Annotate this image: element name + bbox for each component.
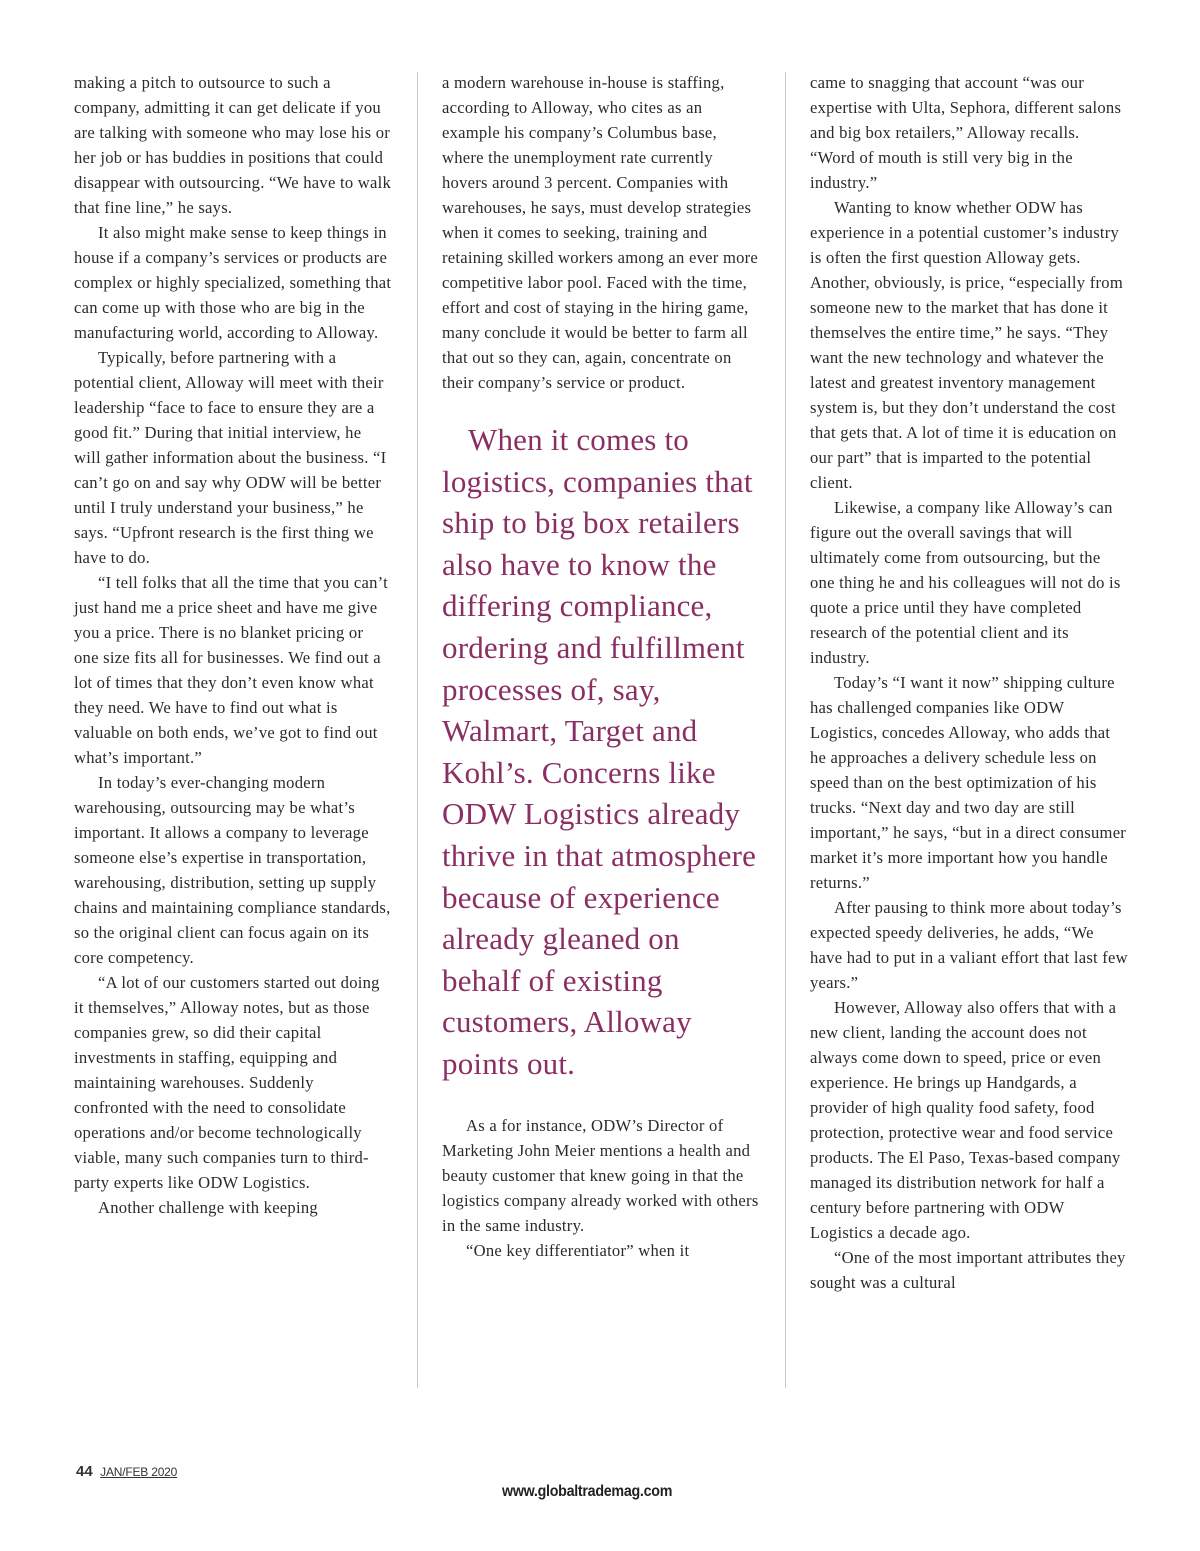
pull-quote [442,419,760,1085]
column-divider-right [785,72,786,1388]
page-folio [76,1463,177,1481]
column-divider-left [417,72,418,1388]
page-number: 44 [76,1463,93,1480]
pull-quote-body: logistics, companies that ship to big box retailers also have to know the differing compliance, ordering and fulfillment processes of, say, Walmart, Target and Kohl’s. Concerns like ODW Logistics already thrive in that atmosphere because of experience already gleaned on behalf of existing customers, Alloway points out. [442,463,757,1081]
issue-date: JAN/FEB 2020 [100,1465,178,1479]
paragraph: “A lot of our customers started out doing it themselves,” Alloway notes, but as those companies grew, so did their capital investments in staffing, equipping and maintaining warehouses. Suddenly confronted with the need to consolidate operations and/or become technologically viable, many such companies turn to third-party experts like ODW Logistics. [74,973,380,1192]
paragraph: making a pitch to outsource to such a company, admitting it can get delicate if you are talking with someone who may lose his or her job or has buddies in positions that could disappear with outsourcing. “We have to walk that fine line,” he says. [74,73,392,217]
article-column-3 [810,70,1128,1295]
article-column-2 [442,70,760,1263]
article-column-1 [74,70,392,1220]
paragraph: As a for instance, ODW’s Director of Marketing John Meier mentions a health and beauty customer that knew going in that the logistics company already worked with others in the same industry. [442,1115,759,1235]
paragraph: Typically, before partnering with a potential client, Alloway will meet with their leadership “face to face to ensure they are a good fit.” During that initial interview, he will gather information about the business. “I can’t go on and say why ODW will be better until I truly understand your business,” he says. “Upfront research is the first thing we have to do. [74,348,387,567]
paragraph: In today’s ever-changing modern warehousing, outsourcing may be what’s important. It allows a company to leverage someone else’s expertise in transportation, warehousing, distribution, setting up supply chains and maintaining compliance standards, so the original client can focus again on its core competency. [74,773,391,967]
paragraph: Likewise, a company like Alloway’s can figure out the overall savings that will ultimately come from outsourcing, but the one thing he and his colleagues will not do is quote a price until they have completed research of the potential client and its industry. [810,498,1121,667]
website-url: www.globaltrademag.com [502,1483,673,1500]
paragraph: Today’s “I want it now” shipping culture has challenged companies like ODW Logistics, concedes Alloway, who adds that he approaches a delivery schedule less on speed than on the best optimization of his trucks. “Next day and two day are still important,” he says, “but in a direct consumer market it’s more important how you handle returns.” [810,673,1127,892]
paragraph: Wanting to know whether ODW has experience in a potential customer’s industry is often the first question Alloway gets. Another, obviously, is price, “especially from someone new to the market that has done it themselves the entire time,” he says. “They want the new technology and whatever the latest and greatest inventory management system is, but they don’t understand the cost that gets that. A lot of time it is education on our part” that is imparted to the potential client. [810,198,1123,492]
paragraph: a modern warehouse in-house is staffing, according to Alloway, who cites as an example his company’s Columbus base, where the unemployment rate currently hovers around 3 percent. Companies with warehouses, he says, must develop strategies when it comes to seeking, training and retaining skilled workers among an ever more competitive labor pool. Faced with the time, effort and cost of staying in the hiring game, many conclude it would be better to farm all that out so they can, again, concentrate on their company’s service or product. [442,73,759,392]
paragraph: It also might make sense to keep things in house if a company’s services or products are complex or highly specialized, something that can come up with those who are big in the manufacturing world, according to Alloway. [74,223,392,342]
paragraph: However, Alloway also offers that with a new client, landing the account does not always come down to speed, price or even experience. He brings up Handgards, a provider of high quality food safety, food protection, protective wear and food service products. The El Paso, Texas-based company managed its distribution network for half a century before partnering with ODW Logistics a decade ago. [810,998,1121,1242]
paragraph: “One key differentiator” when it [466,1240,690,1260]
paragraph: Another challenge with keeping [98,1198,318,1217]
paragraph: “I tell folks that all the time that you can’t just hand me a price sheet and have me give you a price. There is no blanket pricing or one size fits all for businesses. We find out a lot of times that they don’t even know what they need. We have to find out what is valuable on both ends, we’ve got to find out what’s important.” [74,573,388,767]
paragraph: “One of the most important attributes they sought was a cultural [810,1248,1126,1292]
pull-quote-lead: When it comes to [468,422,690,457]
paragraph: came to snagging that account “was our expertise with Ulta, Sephora, different salons and big box retailers,” Alloway recalls. “Word of mouth is still very big in the industry.” [810,73,1122,192]
paragraph: After pausing to think more about today’s expected speedy deliveries, he adds, “We have had to put in a valiant effort that last few years.” [810,898,1128,992]
